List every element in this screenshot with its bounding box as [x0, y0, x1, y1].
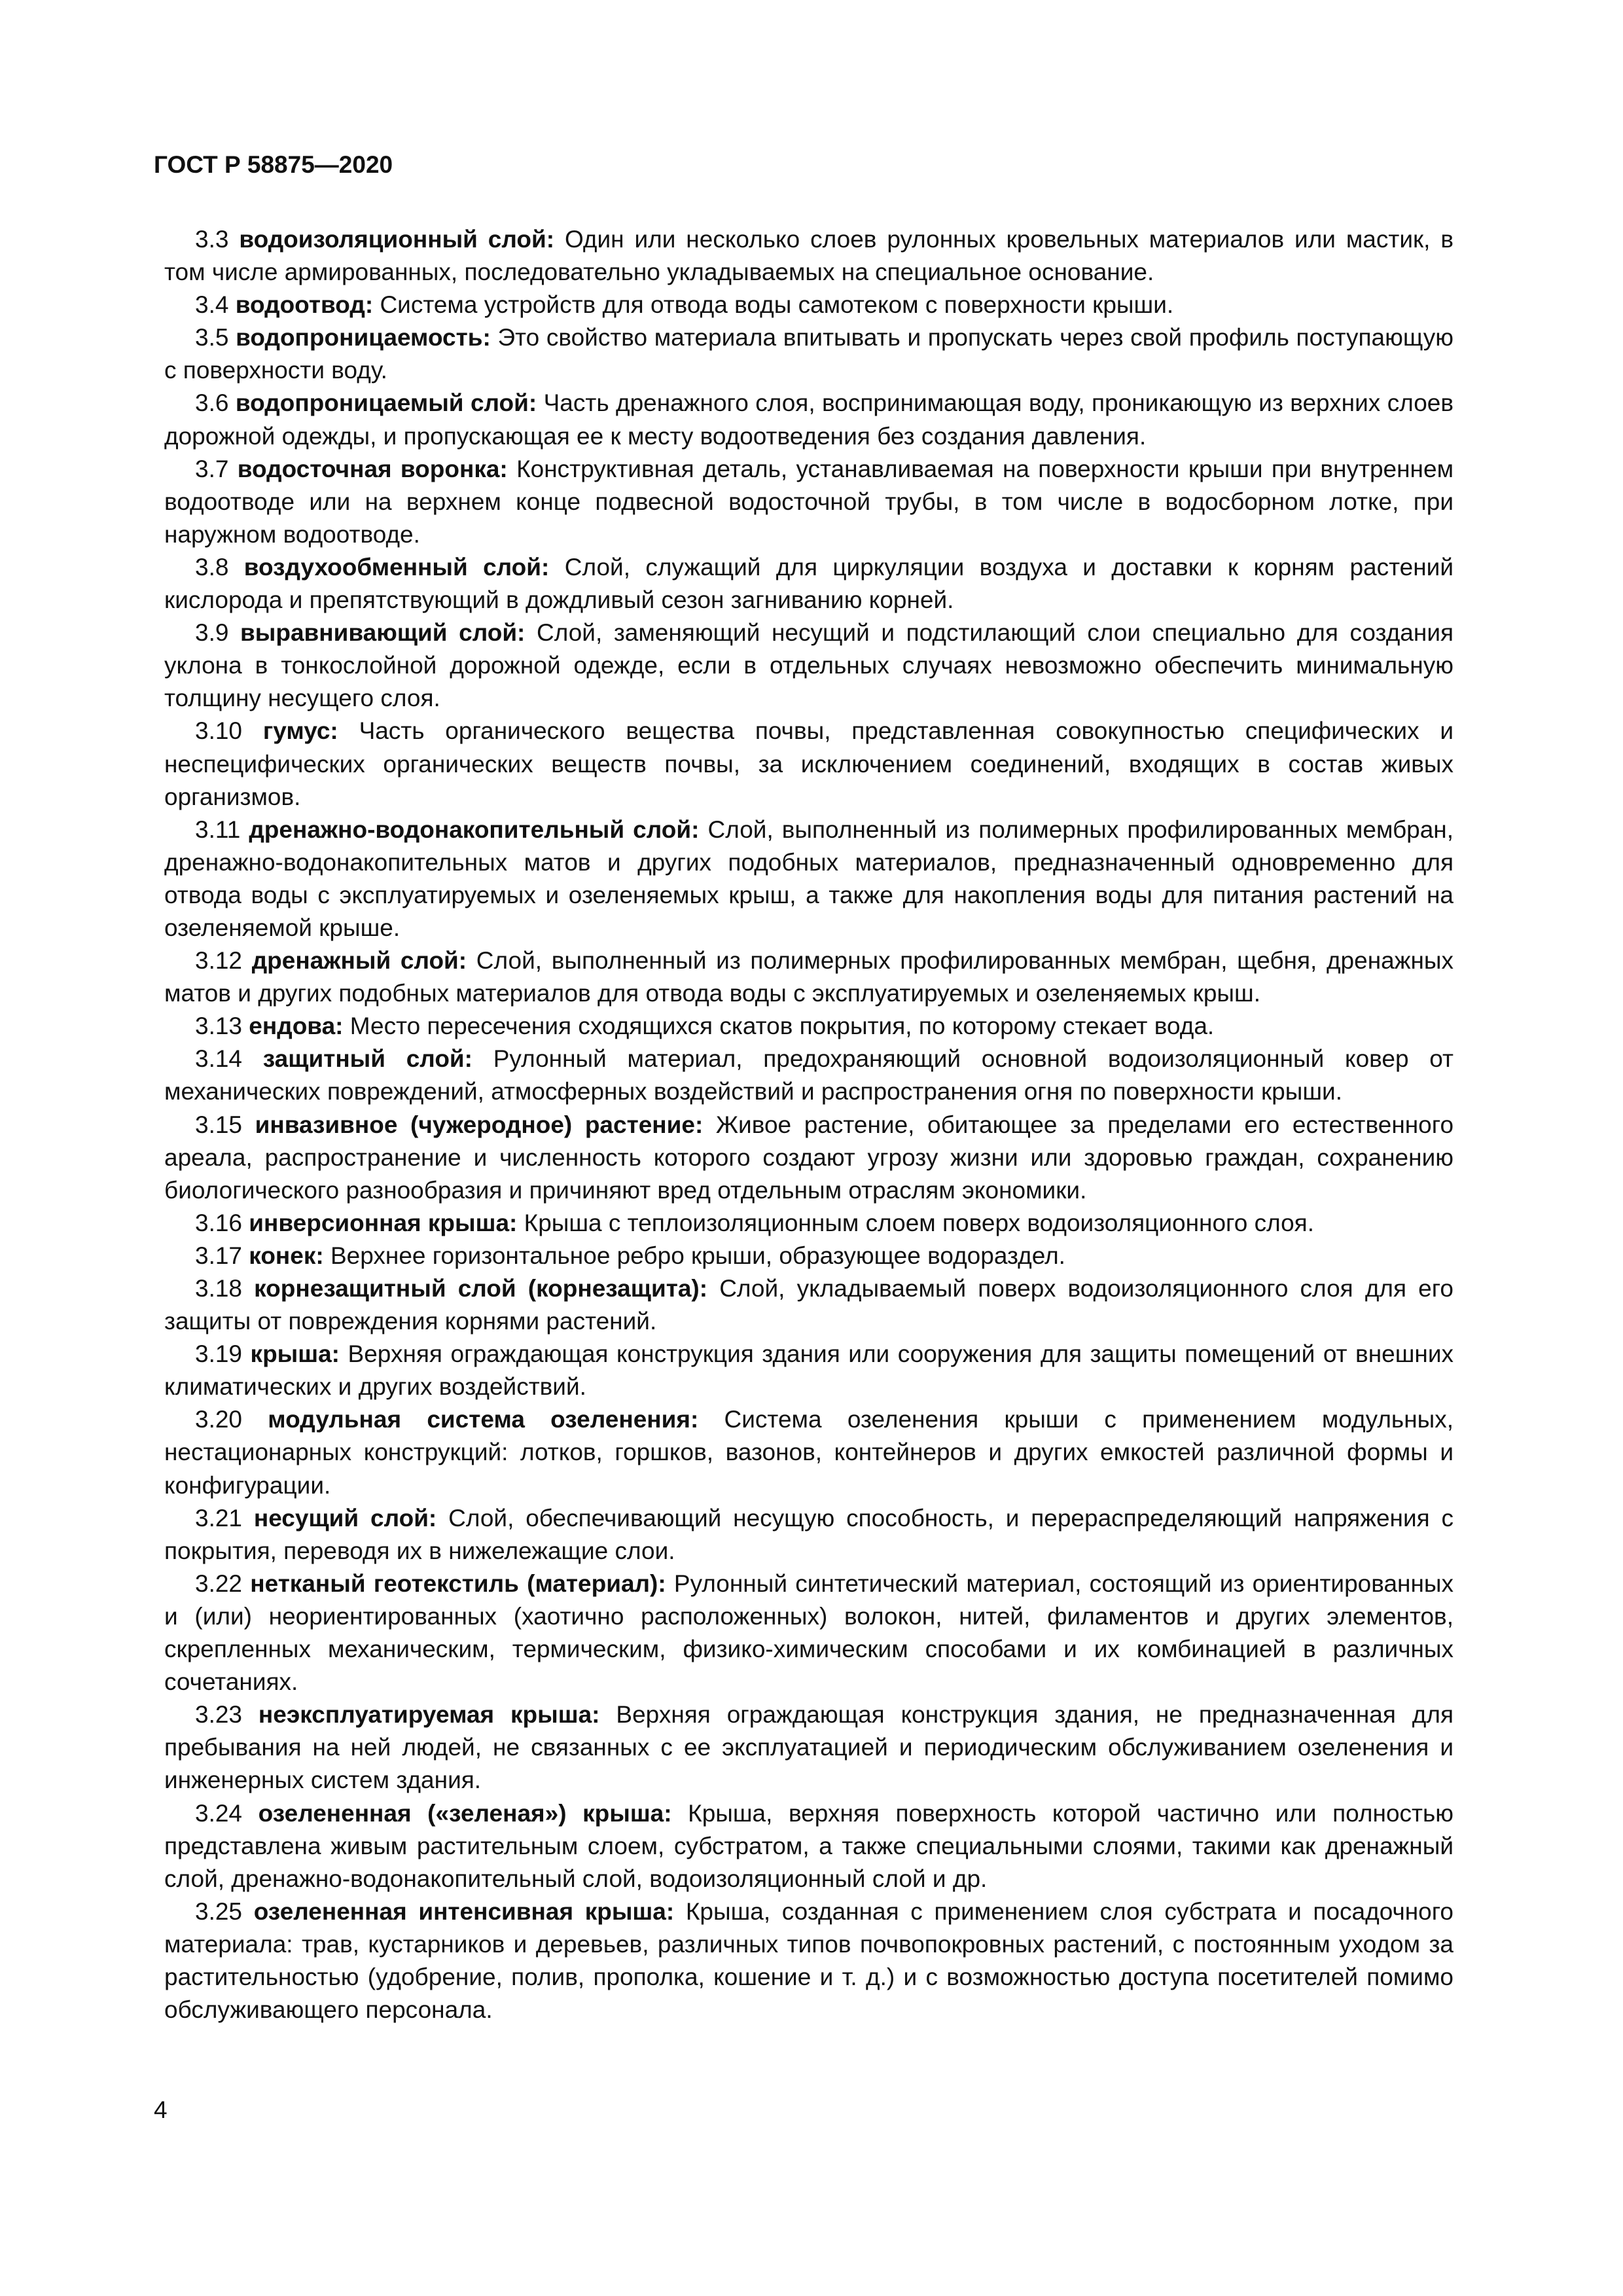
term-entry	[164, 1403, 1454, 1501]
term-number: 3.20	[195, 1406, 243, 1433]
term-name: водоизоляционный слой:	[239, 226, 555, 253]
term-entry	[164, 1240, 1454, 1272]
term-definition: Часть органического вещества почвы, представленная совокупностью специфических и неспецифических органических веществ почвы, за исключением соединений, входящих в состав живых организмов.	[164, 717, 1454, 810]
term-definition: Слой, укладываемый поверх водоизоляционного слоя для его защиты от повреждения корнями растений.	[164, 1275, 1454, 1335]
term-name: нетканый геотекстиль (материал):	[250, 1570, 666, 1597]
term-entry	[164, 453, 1454, 551]
term-name: озелененная («зеленая») крыша:	[258, 1799, 672, 1827]
term-entry	[164, 1797, 1454, 1895]
term-number: 3.9	[195, 619, 229, 647]
term-definition: Конструктивная деталь, устанавливаемая на поверхности крыши при внутреннем водоотводе или на верхнем конце подвесной водосточной трубы, в том числе в водосборном лотке, при наружном водоотводе.	[164, 455, 1454, 548]
term-number: 3.8	[195, 553, 229, 581]
term-number: 3.5	[195, 324, 229, 351]
term-number: 3.4	[195, 291, 229, 319]
term-definition: Слой, служащий для циркуляции воздуха и доставки к корням растений кислорода и препятствующий в дождливый сезон загниванию корней.	[164, 553, 1454, 614]
term-definition: Крыша с теплоизоляционным слоем поверх водоизоляционного слоя.	[524, 1209, 1314, 1236]
term-name: защитный слой:	[262, 1045, 473, 1073]
term-name: корнезащитный слой (корнезащита):	[254, 1275, 708, 1302]
term-number: 3.6	[195, 389, 229, 417]
term-definition: Система озеленения крыши с применением модульных, нестационарных конструкций: лотков, горшков, вазонов, контейнеров и других емкостей различной формы и конфигурации.	[164, 1406, 1454, 1499]
term-entry	[164, 1109, 1454, 1207]
term-number: 3.17	[195, 1242, 243, 1269]
term-definition: Верхняя ограждающая конструкция здания или сооружения для защиты помещений от внешних климатических и других воздействий.	[164, 1340, 1454, 1401]
term-entry	[164, 1895, 1454, 2026]
term-definition: Живое растение, обитающее за пределами его естественного ареала, распространение и численность которого создают угрозу жизни или здоровью граждан, сохранению биологического разнообразия и причиняют вред отдельным отраслям экономики.	[164, 1111, 1454, 1204]
term-name: водосточная воронка:	[237, 455, 508, 482]
term-name: водопроницаемость:	[236, 324, 491, 351]
term-definition: Слой, обеспечивающий несущую способность, и перераспределяющий напряжения с покрытия, переводя их в нижележащие слои.	[164, 1504, 1454, 1564]
term-name: выравнивающий слой:	[240, 619, 526, 647]
term-entry	[164, 1338, 1454, 1403]
term-number: 3.15	[195, 1111, 243, 1138]
term-name: водопроницаемый слой:	[235, 389, 537, 417]
term-number: 3.21	[195, 1504, 243, 1532]
term-definition: Крыша, верхняя поверхность которой частично или полностью представлена живым растительным слоем, субстратом, а также специальными слоями, такими как дренажный слой, дренажно-водонакопительный слой, водоизоляционный слой и др.	[164, 1799, 1454, 1892]
term-definition: Система устройств для отвода воды самотеком с поверхности крыши.	[380, 291, 1174, 319]
term-entry	[164, 1043, 1454, 1108]
term-number: 3.7	[195, 455, 229, 482]
term-entry	[164, 387, 1454, 452]
term-number: 3.22	[195, 1570, 243, 1597]
term-name: модульная система озеленения:	[268, 1406, 699, 1433]
term-name: конек:	[249, 1242, 324, 1269]
term-definition: Слой, выполненный из полимерных профилированных мембран, дренажно-водонакопительных матов и других подобных материалов, предназначенный одновременно для отвода воды с эксплуатируемых и озеленяемых крыш, а также для накопления воды для питания растений на озеленяемой крыше.	[164, 816, 1454, 941]
term-entry	[164, 223, 1454, 289]
term-definition: Место пересечения сходящихся скатов покрытия, по которому стекает вода.	[349, 1013, 1215, 1040]
term-name: неэксплуатируемая крыша:	[258, 1701, 600, 1729]
term-entry	[164, 1568, 1454, 1698]
term-definition: Слой, выполненный из полимерных профилированных мембран, щебня, дренажных матов и других подобных материалов для отвода воды с эксплуатируемых и озеленяемых крыш.	[164, 947, 1454, 1007]
term-number: 3.24	[195, 1799, 243, 1827]
term-definition: Рулонный синтетический материал, состоящий из ориентированных и (или) неориентированных (хаотично расположенных) волокон, нитей, филаментов и других элементов, скрепленных механическим, термическим, физико-химическим способами и их комбинацией в различных сочетаниях.	[164, 1570, 1454, 1696]
term-definition: Верхнее горизонтальное ребро крыши, образующее водораздел.	[330, 1242, 1065, 1269]
term-number: 3.16	[195, 1209, 243, 1236]
term-definition: Один или несколько слоев рулонных кровельных материалов или мастик, в том числе армированных, последовательно укладываемых на специальное основание.	[164, 226, 1454, 286]
term-entry	[164, 715, 1454, 813]
term-definition: Часть дренажного слоя, воспринимающая воду, проникающую из верхних слоев дорожной одежды, и пропускающая ее к месту водоотведения без создания давления.	[164, 389, 1454, 450]
term-name: водоотвод:	[235, 291, 374, 319]
term-name: крыша:	[250, 1340, 340, 1368]
term-entry	[164, 617, 1454, 715]
term-entry	[164, 1502, 1454, 1568]
term-name: дренажный слой:	[251, 947, 467, 975]
term-name: ендова:	[249, 1013, 344, 1040]
term-number: 3.13	[195, 1013, 243, 1040]
term-entry	[164, 1698, 1454, 1797]
term-name: несущий слой:	[253, 1504, 437, 1532]
term-name: дренажно-водонакопительный слой:	[249, 816, 700, 843]
term-number: 3.23	[195, 1701, 243, 1729]
term-number: 3.12	[195, 947, 243, 975]
standard-designation: ГОСТ Р 58875—2020	[154, 151, 393, 178]
terms-list	[164, 223, 1454, 2026]
term-definition: Верхняя ограждающая конструкция здания, не предназначенная для пребывания на ней людей, не связанных с ее эксплуатацией и периодическим обслуживанием озеленения и инженерных систем здания.	[164, 1701, 1454, 1794]
term-entry	[164, 814, 1454, 944]
term-number: 3.3	[195, 226, 229, 253]
term-definition: Рулонный материал, предохраняющий основной водоизоляционный ковер от механических повреждений, атмосферных воздействий и распространения огня по поверхности крыши.	[164, 1045, 1454, 1105]
term-name: озелененная интенсивная крыша:	[253, 1897, 675, 1925]
term-name: гумус:	[262, 717, 338, 745]
term-definition: Крыша, созданная с применением слоя субстрата и посадочного материала: трав, кустарников и деревьев, различных типов почвопокровных растений, с постоянным уходом за растительностью (удобрение, полив, прополка, кошение и т. д.) и с возможностью доступа посетителей помимо обслуживающего персонала.	[164, 1897, 1454, 2024]
term-number: 3.14	[195, 1045, 243, 1073]
term-entry	[164, 321, 1454, 387]
term-number: 3.25	[195, 1897, 243, 1925]
term-number: 3.19	[195, 1340, 243, 1368]
term-number: 3.18	[195, 1275, 243, 1302]
term-name: инвазивное (чужеродное) растение:	[255, 1111, 704, 1138]
term-name: воздухообменный слой:	[243, 553, 550, 581]
term-number: 3.10	[195, 717, 243, 745]
term-entry	[164, 1010, 1454, 1043]
term-definition: Это свойство материала впитывать и пропускать через свой профиль поступающую с поверхности воду.	[164, 324, 1454, 384]
term-number: 3.11	[195, 816, 241, 843]
term-definition: Слой, заменяющий несущий и подстилающий слои специально для создания уклона в тонкослойной дорожной одежде, если в отдельных случаях невозможно обеспечить минимальную толщину несущего слоя.	[164, 619, 1454, 712]
term-entry	[164, 551, 1454, 617]
term-entry	[164, 1207, 1454, 1240]
term-entry	[164, 289, 1454, 321]
term-entry	[164, 944, 1454, 1010]
term-entry	[164, 1272, 1454, 1338]
term-name: инверсионная крыша:	[249, 1209, 518, 1236]
page-number: 4	[154, 2096, 168, 2123]
